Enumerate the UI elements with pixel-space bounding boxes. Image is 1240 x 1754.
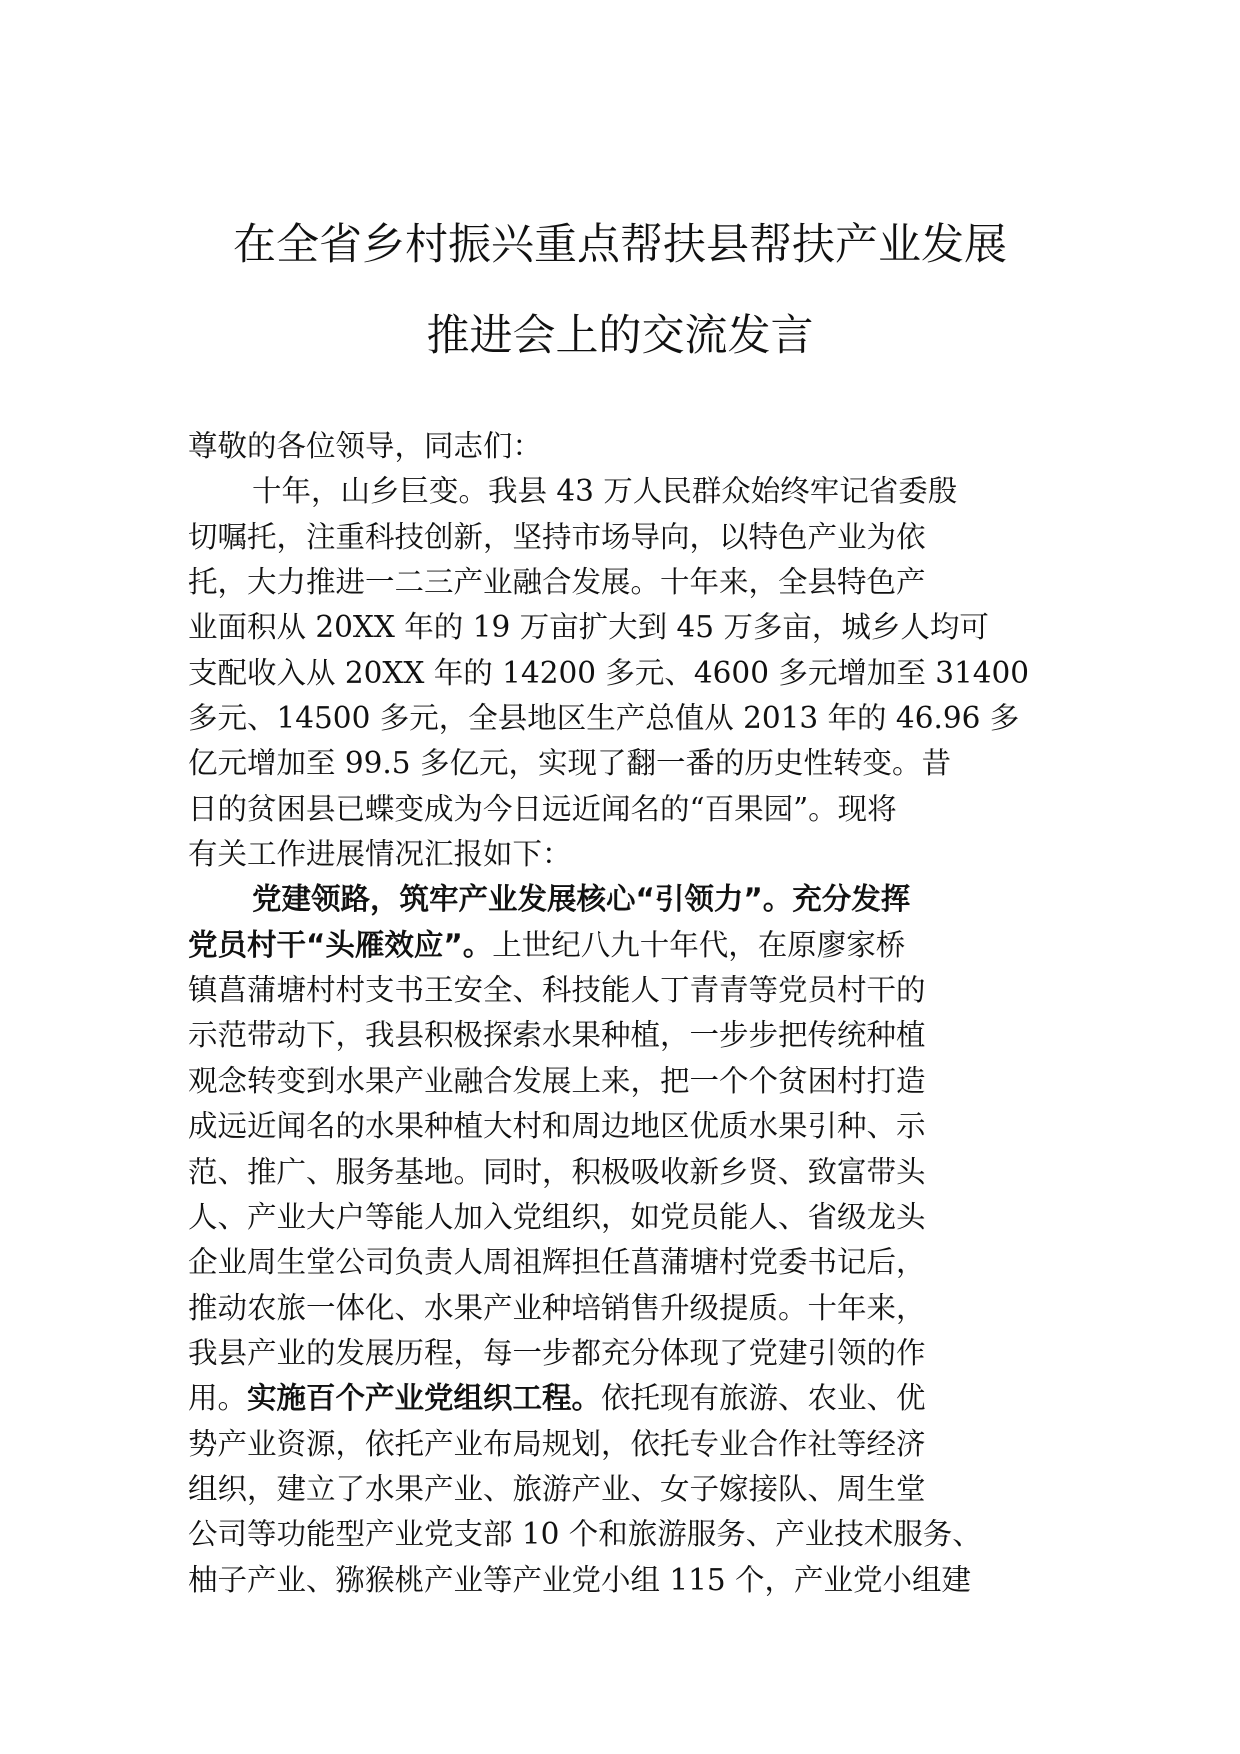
paragraph-2-line: 企业周生堂公司负责人周祖辉担任菖蒲塘村党委书记后， bbox=[188, 1245, 926, 1280]
paragraph-2-line: 我县产业的发展历程，每一步都充分体现了党建引领的作 bbox=[188, 1335, 926, 1370]
document-title-line-2: 推进会上的交流发言 bbox=[426, 311, 814, 361]
paragraph-2-line: 势产业资源，依托产业布局规划，依托专业合作社等经济 bbox=[188, 1426, 926, 1461]
paragraph-2-line: 成远近闻名的水果种植大村和周边地区优质水果引种、示 bbox=[188, 1109, 926, 1144]
paragraph-2-text: 依托现有旅游、农业、优 bbox=[601, 1381, 926, 1416]
paragraph-2-line: 示范带动下，我县积极探索水果种植，一步步把传统种植 bbox=[188, 1018, 926, 1053]
paragraph-1-line: 切嘱托，注重科技创新，坚持市场导向，以特色产业为依 bbox=[188, 519, 926, 554]
paragraph-1-line: 亿元增加至 99.5 多亿元，实现了翻一番的历史性转变。昔 bbox=[188, 746, 951, 781]
paragraph-2-line bbox=[188, 923, 1068, 968]
paragraph-2-text: 用。 bbox=[188, 1381, 248, 1416]
paragraph-2-line: 推动农旅一体化、水果产业种培销售升级提质。十年来， bbox=[188, 1290, 926, 1325]
paragraph-2-line bbox=[188, 1376, 1068, 1421]
paragraph-1-line: 日的贫困县已蝶变成为今日远近闻名的“百果园”。现将 bbox=[188, 791, 897, 826]
inline-bold-heading: 实施百个产业党组织工程。 bbox=[247, 1381, 602, 1416]
salutation: 尊敬的各位领导，同志们： bbox=[188, 429, 543, 463]
paragraph-1-line: 支配收入从 20XX 年的 14200 多元、4600 多元增加至 31400 bbox=[188, 655, 1030, 690]
paragraph-1-line: 多元、14500 多元，全县地区生产总值从 2013 年的 46.96 多 bbox=[188, 701, 1020, 736]
paragraph-2-line: 观念转变到水果产业融合发展上来，把一个个贫困村打造 bbox=[188, 1063, 926, 1098]
paragraph-1-line: 业面积从 20XX 年的 19 万亩扩大到 45 万多亩，城乡人均可 bbox=[188, 610, 989, 645]
paragraph-2-text: 上世纪八九十年代，在原廖家桥 bbox=[492, 927, 906, 962]
paragraph-2-line: 人、产业大户等能人加入党组织，如党员能人、省级龙头 bbox=[188, 1199, 926, 1234]
paragraph-1-line: 托，大力推进一二三产业融合发展。十年来，全县特色产 bbox=[188, 565, 926, 600]
document-title-line-1: 在全省乡村振兴重点帮扶县帮扶产业发展 bbox=[233, 220, 1007, 270]
section-heading-line-2: 党员村干“头雁效应”。 bbox=[188, 927, 493, 962]
paragraph-2-line: 柚子产业、猕猴桃产业等产业党小组 115 个，产业党小组建 bbox=[188, 1562, 972, 1597]
paragraph-2-line: 范、推广、服务基地。同时，积极吸收新乡贤、致富带头 bbox=[188, 1154, 926, 1189]
paragraph-2-line: 公司等功能型产业党支部 10 个和旅游服务、产业技术服务、 bbox=[188, 1517, 982, 1552]
paragraph-1-line: 十年，山乡巨变。我县 43 万人民群众始终牢记省委殷 bbox=[252, 474, 958, 509]
paragraph-2-line: 镇菖蒲塘村村支书王安全、科技能人丁青青等党员村干的 bbox=[188, 973, 926, 1008]
document-body bbox=[188, 424, 1068, 1603]
paragraph-2-line: 组织，建立了水果产业、旅游产业、女子嫁接队、周生堂 bbox=[188, 1471, 926, 1506]
section-heading-line-1: 党建领路，筑牢产业发展核心“引领力”。充分发挥 bbox=[252, 882, 911, 917]
paragraph-1-line: 有关工作进展情况汇报如下： bbox=[188, 837, 572, 872]
